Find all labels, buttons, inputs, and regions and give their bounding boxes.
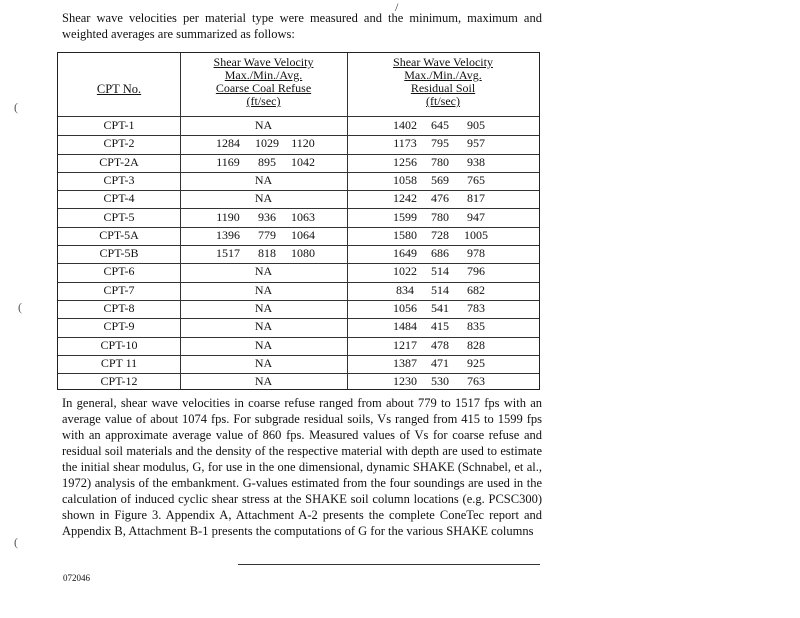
table-row <box>58 190 539 208</box>
cell-cpt-no: CPT-7 <box>103 282 135 297</box>
cell-residual-min: 780 <box>431 154 449 169</box>
footer-code: 072046 <box>63 573 90 583</box>
cell-residual-avg: 905 <box>467 118 485 132</box>
cell-residual-max: 1217 <box>393 337 417 352</box>
cell-coal-na: NA <box>254 282 273 297</box>
cell-residual-max: 1402 <box>393 118 417 132</box>
cell-residual-avg: 957 <box>467 136 485 151</box>
cell-residual-avg: 682 <box>467 282 485 297</box>
cell-residual-min: 514 <box>431 264 449 279</box>
cell-residual-avg: 925 <box>467 355 485 370</box>
cell-residual-max: 1387 <box>393 355 417 370</box>
table-row <box>58 282 539 300</box>
cell-cpt-no: CPT-9 <box>103 319 135 334</box>
header-cpt-no: CPT No. <box>96 82 142 96</box>
cell-coal-na: NA <box>254 191 273 206</box>
cell-coal-na: NA <box>254 355 273 370</box>
cell-residual-min: 471 <box>431 355 449 370</box>
cell-coal-max: 1284 <box>216 136 240 151</box>
cell-residual-min: 514 <box>431 282 449 297</box>
cell-residual-min: 541 <box>431 301 449 315</box>
cell-residual-avg: 938 <box>467 154 485 169</box>
cell-residual-avg: 828 <box>467 337 485 352</box>
cell-coal-max: 1169 <box>216 154 240 169</box>
cell-residual-max: 834 <box>396 282 414 297</box>
margin-mark: ( <box>18 300 22 314</box>
cell-residual-min: 476 <box>431 191 449 206</box>
table-row <box>58 263 539 281</box>
cell-residual-max: 1649 <box>393 246 417 261</box>
cell-coal-na: NA <box>254 319 273 334</box>
margin-mark: ( <box>14 535 18 549</box>
cell-residual-avg: 765 <box>467 172 485 187</box>
table-row <box>58 117 539 135</box>
header-coarse-coal-refuse: Shear Wave Velocity Max./Min./Avg. Coarse Coal Refuse (ft/sec) <box>213 55 314 108</box>
cell-coal-na: NA <box>254 337 273 352</box>
cell-residual-avg: 835 <box>467 319 485 334</box>
body-paragraph: In general, shear wave velocities in coarse refuse ranged from about 779 to 1517 fps with an average value of about 1074 fps. For subgrade residual soils, Vs ranged from 415 to 1599 fps with an approximate average value of 860 fps. Measured values of Vs for coarse refuse and residual soil materials and the density of the respective material with depth are used to estimate the initial shear modulus, G, for use in the one dimensional, dynamic SHAKE (Schnabel, et al., 1972) analysis of the embankment. G-values estimated from the four soundings are used in the calculation of induced cyclic shear stress at the SHAKE soil column locations (e.g. PCSC300) shown in Figure 3. Appendix A, Attachment A-2 presents the complete ConeTec report and Appendix B, Attachment B-1 presents the computations of G for the various SHAKE columns <box>62 396 542 538</box>
cell-residual-max: 1242 <box>393 191 417 206</box>
shear-wave-table <box>57 52 540 390</box>
cell-coal-avg: 1080 <box>291 246 315 261</box>
cell-coal-avg: 1120 <box>291 136 315 151</box>
table-row <box>58 154 539 172</box>
table-row <box>58 172 539 190</box>
cell-residual-min: 415 <box>431 319 449 334</box>
table-row <box>58 245 539 263</box>
cell-coal-min: 1029 <box>255 136 279 151</box>
table-row <box>58 227 539 245</box>
cell-cpt-no: CPT-1 <box>103 118 135 132</box>
cell-cpt-no: CPT-2A <box>99 154 139 169</box>
cell-residual-avg: 978 <box>467 246 485 261</box>
cell-residual-max: 1484 <box>393 319 417 334</box>
cell-cpt-no: CPT-4 <box>103 191 135 206</box>
cell-residual-avg: 783 <box>467 301 485 315</box>
table-row <box>58 337 539 355</box>
cell-cpt-no: CPT-5A <box>99 227 139 242</box>
cell-coal-min: 936 <box>258 209 276 224</box>
table-row <box>58 135 539 153</box>
cell-residual-max: 1173 <box>393 136 417 151</box>
table-row <box>58 318 539 336</box>
cell-residual-max: 1230 <box>393 374 417 389</box>
cell-residual-avg: 796 <box>467 264 485 279</box>
cell-residual-min: 478 <box>431 337 449 352</box>
cell-cpt-no: CPT-5B <box>99 246 139 261</box>
cell-coal-avg: 1042 <box>291 154 315 169</box>
cell-cpt-no: CPT-2 <box>103 136 135 151</box>
margin-mark: ( <box>14 100 18 114</box>
cell-cpt-no: CPT 11 <box>100 355 138 370</box>
scan-mark-top: / <box>395 0 399 14</box>
cell-residual-min: 569 <box>431 172 449 187</box>
cell-cpt-no: CPT-5 <box>103 209 135 224</box>
cell-coal-min: 818 <box>258 246 276 261</box>
cell-cpt-no: CPT-3 <box>103 172 135 187</box>
cell-coal-max: 1190 <box>216 209 240 224</box>
cell-coal-na: NA <box>254 172 273 187</box>
intro-paragraph: Shear wave velocities per material type were measured and the minimum, maximum and weighted averages are summarized as follows: <box>62 11 542 41</box>
cell-residual-avg: 947 <box>467 209 485 224</box>
cell-cpt-no: CPT-10 <box>100 337 138 352</box>
cell-coal-na: NA <box>254 301 273 315</box>
cell-residual-avg: 817 <box>467 191 485 206</box>
cell-residual-max: 1022 <box>393 264 417 279</box>
cell-coal-max: 1396 <box>216 227 240 242</box>
cell-coal-min: 779 <box>258 227 276 242</box>
cell-coal-min: 895 <box>258 154 276 169</box>
cell-residual-avg: 1005 <box>464 227 488 242</box>
footer-rule <box>238 564 540 565</box>
table-row <box>58 373 539 391</box>
cell-coal-max: 1517 <box>216 246 240 261</box>
cell-residual-min: 645 <box>431 118 449 132</box>
cell-residual-avg: 763 <box>467 374 485 389</box>
table-row <box>58 355 539 373</box>
header-residual-soil: Shear Wave Velocity Max./Min./Avg. Residual Soil (ft/sec) <box>393 55 493 108</box>
cell-residual-min: 530 <box>431 374 449 389</box>
cell-residual-min: 686 <box>431 246 449 261</box>
cell-residual-max: 1580 <box>393 227 417 242</box>
cell-residual-max: 1058 <box>393 172 417 187</box>
cell-coal-na: NA <box>254 264 273 279</box>
cell-residual-max: 1056 <box>393 301 417 315</box>
cell-residual-max: 1256 <box>393 154 417 169</box>
cell-cpt-no: CPT-8 <box>103 301 135 315</box>
cell-residual-max: 1599 <box>393 209 417 224</box>
cell-cpt-no: CPT-12 <box>100 374 138 389</box>
cell-coal-na: NA <box>254 118 273 132</box>
cell-coal-avg: 1063 <box>291 209 315 224</box>
cell-coal-avg: 1064 <box>291 227 315 242</box>
cell-residual-min: 780 <box>431 209 449 224</box>
table-row <box>58 209 539 227</box>
cell-coal-na: NA <box>254 374 273 389</box>
table-row <box>58 300 539 318</box>
cell-cpt-no: CPT-6 <box>103 264 135 279</box>
cell-residual-min: 795 <box>431 136 449 151</box>
cell-residual-min: 728 <box>431 227 449 242</box>
